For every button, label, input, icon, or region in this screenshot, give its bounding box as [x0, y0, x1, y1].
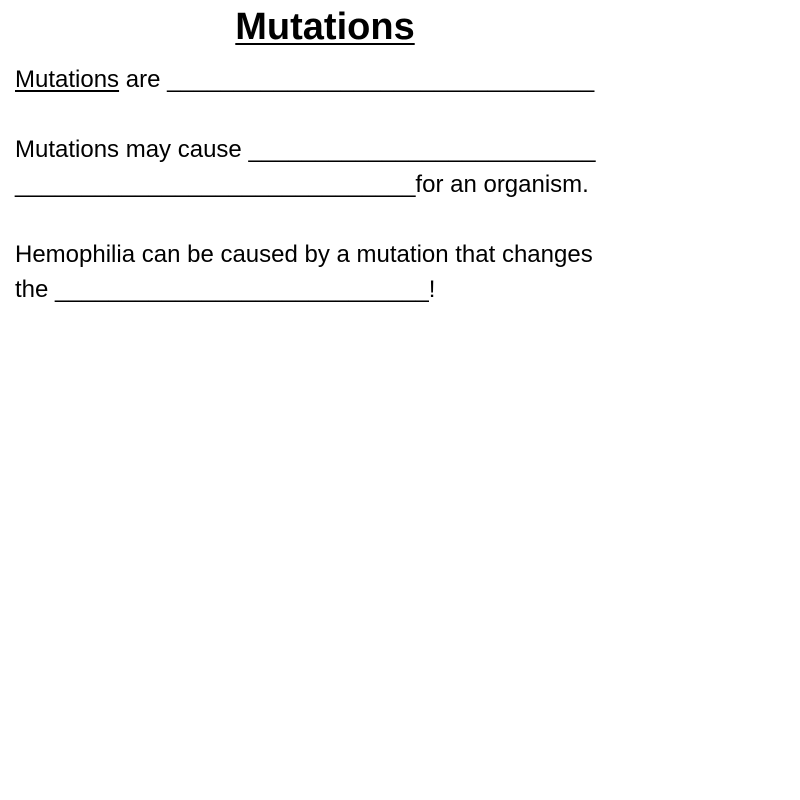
cause-line-2: ______________________________for an organism.	[15, 171, 589, 198]
definition-blank: are ________________________________	[119, 66, 595, 93]
mutations-term: Mutations	[15, 66, 120, 93]
hemophilia-line-1: Hemophilia can be caused by a mutation that changes	[15, 241, 593, 268]
definition-line	[15, 66, 594, 94]
hemophilia-line-2: the ____________________________!	[15, 276, 436, 303]
cause-line-1: Mutations may cause __________________________	[15, 136, 596, 163]
page-title: Mutations	[235, 6, 415, 48]
